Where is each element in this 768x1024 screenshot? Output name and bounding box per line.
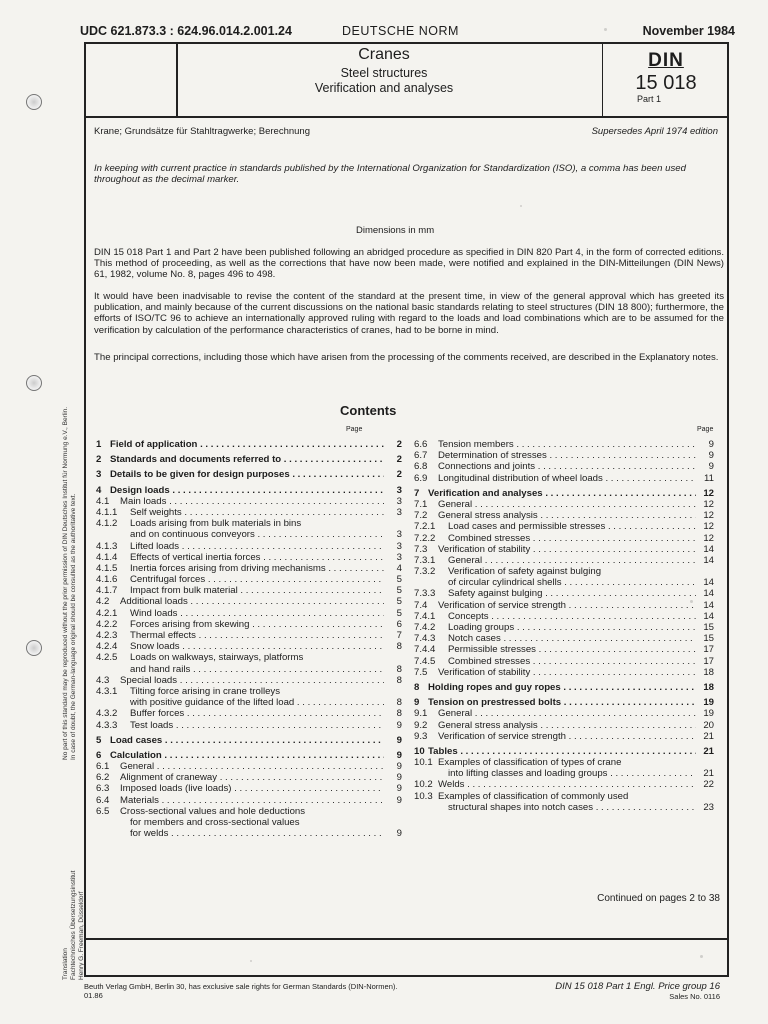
entry-page: 20 bbox=[703, 719, 714, 731]
entry-number: 9.3 bbox=[414, 730, 428, 742]
entry-number: 6 bbox=[96, 749, 102, 761]
entry-page: 23 bbox=[703, 801, 714, 813]
entry-number: 4.1.2 bbox=[96, 518, 118, 530]
entry-number: 7.3.1 bbox=[414, 554, 436, 566]
entry-page: 2 bbox=[396, 439, 402, 450]
contents-entry bbox=[414, 779, 714, 790]
contents-entry bbox=[96, 496, 402, 507]
entry-page: 9 bbox=[396, 828, 402, 840]
entry-page: 2 bbox=[396, 469, 402, 481]
entry-title: Thermal effects . . . bbox=[130, 630, 384, 641]
title-box bbox=[84, 42, 729, 118]
entry-page: 17 bbox=[703, 655, 714, 667]
contents-entry bbox=[414, 768, 714, 779]
entry-page: 3 bbox=[396, 506, 402, 518]
dimensions-note: Dimensions in mm bbox=[356, 225, 435, 236]
side-copyright-line-1: No part of this standard may be reproduced without the prior permission of DIN Deutsches Institut für Normung e.V., Berlin. bbox=[62, 406, 69, 760]
contents-entry bbox=[414, 461, 714, 472]
entry-title: Imposed loads (live loads) . . . bbox=[120, 783, 384, 794]
contents-entry bbox=[96, 563, 402, 574]
entry-title: Cross-sectional values and hole deductions bbox=[120, 805, 306, 817]
contents-entry bbox=[414, 720, 714, 731]
entry-page: 12 bbox=[703, 510, 714, 522]
entry-number: 1 bbox=[96, 439, 102, 450]
entry-number: 7.2.1 bbox=[414, 521, 436, 533]
entry-number: 4.1 bbox=[96, 495, 110, 507]
entry-number: 9.1 bbox=[414, 708, 428, 720]
entry-title: General stress analysis . . . bbox=[438, 510, 696, 521]
entry-number: 4.2 bbox=[96, 596, 110, 608]
entry-title: Impact from bulk material . . . bbox=[130, 585, 384, 596]
contents-entry bbox=[96, 585, 402, 596]
entry-number: 4.3 bbox=[96, 674, 110, 686]
entry-page: 8 bbox=[396, 697, 402, 709]
entry-page: 8 bbox=[396, 674, 402, 686]
entry-number: 6.9 bbox=[414, 472, 428, 484]
entry-title: Design loads . . . bbox=[110, 485, 384, 496]
entry-number: 7.3 bbox=[414, 543, 428, 555]
din-number-box bbox=[603, 42, 729, 116]
entry-number: 7.5 bbox=[414, 666, 428, 678]
contents-entry bbox=[96, 735, 402, 746]
entry-number: 7.1 bbox=[414, 498, 428, 510]
entry-title: Notch cases . . . bbox=[448, 633, 696, 644]
entry-title: Forces arising from skewing . . . bbox=[130, 619, 384, 630]
contents-entry bbox=[96, 469, 402, 480]
contents-entry bbox=[96, 608, 402, 619]
contents-entry bbox=[414, 588, 714, 599]
contents-entry bbox=[96, 675, 402, 686]
entry-title: structural shapes into notch cases . . . bbox=[448, 802, 696, 813]
continued-note: Continued on pages 2 to 38 bbox=[597, 893, 720, 904]
entry-number: 4.2.3 bbox=[96, 630, 118, 641]
contents-entry bbox=[414, 510, 714, 521]
entry-page: 9 bbox=[708, 439, 714, 450]
contents-entry bbox=[414, 802, 714, 813]
contents-entry bbox=[414, 566, 714, 577]
contents-entry bbox=[96, 596, 402, 607]
document-title: Cranes bbox=[358, 46, 410, 63]
entry-page: 21 bbox=[703, 730, 714, 742]
entry-title: Snow loads . . . bbox=[130, 641, 384, 652]
doc-reference: DIN 15 018 Part 1 Engl. Price group 16 bbox=[555, 981, 720, 992]
side-translation-line-1: Translation bbox=[62, 948, 69, 980]
intro-paragraph-2: It would have been inadvisable to revise the content of the standard at the present time, in view of the general approval which has greeted its publication, and mainly because of the current discussions on the national basic standards relating to steel structures (DIN 18 800); furthermore, the efforts of ISO/TC 96 to achieve an internationally approved ruling with regard to the loads and load combinations which are to be assumed for the verification by calculation of the performance characteristics of cranes, had to be borne in mind. bbox=[94, 291, 724, 336]
contents-entry bbox=[96, 439, 402, 450]
punch-hole-top bbox=[26, 94, 42, 110]
entry-title: Wind loads . . . bbox=[130, 608, 384, 619]
entry-title: Load cases . . . bbox=[110, 735, 384, 746]
side-copyright-line-2: In case of doubt, the German-language original should be consulted as the authoritative text. bbox=[70, 493, 77, 760]
contents-entry bbox=[96, 630, 402, 641]
contents-entry bbox=[96, 761, 402, 772]
entry-title: Loading groups . . . bbox=[448, 622, 696, 633]
contents-entry bbox=[96, 507, 402, 518]
entry-page: 12 bbox=[703, 532, 714, 544]
udc-code: UDC 621.873.3 : 624.96.014.2.001.24 bbox=[80, 24, 292, 38]
contents-entry bbox=[414, 644, 714, 655]
entry-number: 2 bbox=[96, 454, 102, 466]
entry-title: Verification of safety against bulging bbox=[448, 566, 602, 578]
entry-title: Details to be given for design purposes . . . bbox=[110, 469, 384, 480]
entry-number: 4.1.4 bbox=[96, 551, 118, 563]
contents-entry bbox=[96, 485, 402, 496]
contents-entry bbox=[414, 473, 714, 484]
entry-number: 8 bbox=[414, 681, 420, 693]
entry-title: Inertia forces arising from driving mechanisms . . . bbox=[130, 563, 384, 574]
entry-title: Holding ropes and guy ropes . . . bbox=[428, 682, 696, 693]
entry-number: 6.6 bbox=[414, 439, 428, 450]
contents-column-left bbox=[96, 439, 402, 839]
entry-title: Additional loads . . . bbox=[120, 596, 384, 607]
entry-title: Examples of classification of commonly used bbox=[438, 790, 629, 802]
entry-number: 4.3.2 bbox=[96, 708, 118, 720]
issue-date: November 1984 bbox=[642, 24, 735, 38]
contents-entry bbox=[414, 555, 714, 566]
entry-number: 7.3.2 bbox=[414, 566, 436, 578]
entry-page: 9 bbox=[396, 772, 402, 784]
contents-entry bbox=[96, 708, 402, 719]
entry-number: 6.7 bbox=[414, 450, 428, 462]
entry-page: 7 bbox=[396, 630, 402, 641]
contents-entry bbox=[96, 454, 402, 465]
bottom-rule bbox=[84, 938, 729, 940]
contents-entry bbox=[96, 574, 402, 585]
contents-entry bbox=[414, 577, 714, 588]
entry-number: 4.2.1 bbox=[96, 607, 118, 619]
entry-number: 4.1.7 bbox=[96, 585, 118, 597]
entry-page: 15 bbox=[703, 633, 714, 645]
entry-title: Tables . . . bbox=[428, 746, 696, 757]
entry-page: 4 bbox=[396, 562, 402, 574]
contents-entry bbox=[414, 791, 714, 802]
entry-title: Self weights . . . bbox=[130, 507, 384, 518]
entry-number: 7.2.2 bbox=[414, 532, 436, 544]
entry-title: Tilting force arising in crane trolleys bbox=[130, 685, 281, 697]
entry-title: Safety against bulging . . . bbox=[448, 588, 696, 599]
entry-title: of circular cylindrical shells . . . bbox=[448, 577, 696, 588]
entry-title: Special loads . . . bbox=[120, 675, 384, 686]
entry-page: 9 bbox=[396, 761, 402, 773]
contents-entry bbox=[96, 817, 402, 828]
footer-publisher bbox=[84, 982, 397, 1000]
entry-title: Materials . . . bbox=[120, 795, 384, 806]
title-divider-left bbox=[176, 42, 178, 116]
entry-title: into lifting classes and loading groups . . . bbox=[448, 768, 696, 779]
side-translation-line-2: Fachtechnisches Übersetzungsinstitut bbox=[70, 870, 77, 980]
entry-title: Combined stresses . . . bbox=[448, 656, 696, 667]
entry-page: 14 bbox=[703, 610, 714, 622]
entry-number: 7.4 bbox=[414, 599, 428, 611]
contents-entry bbox=[96, 664, 402, 675]
punch-hole-bottom bbox=[26, 640, 42, 656]
entry-page: 17 bbox=[703, 644, 714, 656]
entry-title: Verification of stability . . . bbox=[438, 544, 696, 555]
entry-number: 6.1 bbox=[96, 761, 110, 773]
contents-entry bbox=[96, 750, 402, 761]
entry-number: 4.1.3 bbox=[96, 540, 118, 552]
entry-number: 4.1.6 bbox=[96, 574, 118, 586]
entry-page: 9 bbox=[396, 783, 402, 795]
entry-number: 7.3.3 bbox=[414, 588, 436, 600]
contents-entry bbox=[414, 656, 714, 667]
contents-entry bbox=[414, 731, 714, 742]
page-column-label-left: Page bbox=[346, 426, 363, 433]
entry-title: General . . . bbox=[438, 708, 696, 719]
entry-page: 9 bbox=[708, 450, 714, 462]
contents-entry bbox=[414, 746, 714, 757]
entry-page: 14 bbox=[703, 588, 714, 600]
punch-hole-middle bbox=[26, 375, 42, 391]
entry-number: 4.3.1 bbox=[96, 685, 118, 697]
document-subtitle-1: Steel structures bbox=[340, 66, 428, 80]
entry-title: Longitudinal distribution of wheel loads . . . bbox=[438, 473, 696, 484]
entry-page: 18 bbox=[703, 666, 714, 678]
entry-page: 14 bbox=[703, 599, 714, 611]
entry-title: Permissible stresses . . . bbox=[448, 644, 696, 655]
entry-page: 12 bbox=[703, 521, 714, 533]
entry-page: 3 bbox=[396, 484, 402, 496]
entry-page: 9 bbox=[396, 749, 402, 761]
entry-number: 5 bbox=[96, 734, 102, 746]
side-copyright-note bbox=[62, 407, 78, 760]
entry-title: Field of application . . . bbox=[110, 439, 384, 450]
norm-label: DEUTSCHE NORM bbox=[342, 24, 459, 38]
contents-entry bbox=[96, 806, 402, 817]
entry-page: 5 bbox=[396, 596, 402, 608]
entry-page: 14 bbox=[703, 543, 714, 555]
document-subtitle-2: Verification and analyses bbox=[314, 81, 454, 95]
entry-page: 12 bbox=[703, 498, 714, 510]
entry-number: 4.2.5 bbox=[96, 652, 118, 664]
entry-number: 4.3.3 bbox=[96, 719, 118, 731]
contents-entry bbox=[414, 708, 714, 719]
title-block bbox=[179, 46, 589, 96]
contents-entry bbox=[414, 757, 714, 768]
contents-entry bbox=[414, 499, 714, 510]
entry-number: 7.4.2 bbox=[414, 622, 436, 633]
contents-entry bbox=[414, 611, 714, 622]
entry-title: Concepts . . . bbox=[448, 611, 696, 622]
entry-page: 18 bbox=[703, 681, 714, 693]
entry-title: Calculation . . . bbox=[110, 750, 384, 761]
entry-page: 9 bbox=[396, 734, 402, 746]
entry-page: 11 bbox=[704, 472, 714, 484]
entry-number: 4.2.2 bbox=[96, 618, 118, 630]
contents-entry bbox=[414, 450, 714, 461]
entry-page: 5 bbox=[396, 585, 402, 597]
entry-number: 7.4.3 bbox=[414, 633, 436, 645]
entry-page: 3 bbox=[396, 540, 402, 552]
contents-entry bbox=[96, 720, 402, 731]
entry-number: 7.2 bbox=[414, 510, 428, 522]
contents-entry bbox=[414, 544, 714, 555]
entry-page: 14 bbox=[703, 554, 714, 566]
contents-entry bbox=[96, 828, 402, 839]
contents-entry bbox=[414, 533, 714, 544]
entry-title: Verification of service strength . . . bbox=[438, 600, 696, 611]
entry-number: 6.5 bbox=[96, 805, 110, 817]
entry-title: Combined stresses . . . bbox=[448, 533, 696, 544]
entry-title: Standards and documents referred to . . . bbox=[110, 454, 384, 465]
entry-title: for welds . . . bbox=[130, 828, 384, 839]
contents-entry bbox=[414, 622, 714, 633]
entry-page: 15 bbox=[703, 622, 714, 633]
contents-entry bbox=[414, 682, 714, 693]
contents-heading: Contents bbox=[340, 403, 397, 418]
entry-number: 9.2 bbox=[414, 719, 428, 731]
entry-page: 3 bbox=[396, 495, 402, 507]
contents-entry bbox=[96, 686, 402, 697]
contents-entry bbox=[96, 772, 402, 783]
entry-title: Determination of stresses . . . bbox=[438, 450, 696, 461]
entry-page: 8 bbox=[396, 663, 402, 675]
entry-title: Welds . . . bbox=[438, 779, 696, 790]
side-translation-note bbox=[62, 871, 86, 980]
contents-entry bbox=[414, 667, 714, 678]
side-translation-line-3: Henry G. Freeman, Düsseldorf bbox=[78, 891, 85, 980]
entry-page: 21 bbox=[703, 745, 714, 757]
entry-title: Tension members . . . bbox=[438, 439, 696, 450]
publisher-note: Beuth Verlag GmbH, Berlin 30, has exclusive sale rights for German Standards (DIN-Normen). bbox=[84, 982, 398, 991]
entry-title: Centrifugal forces . . . bbox=[130, 574, 384, 585]
contents-entry bbox=[96, 641, 402, 652]
iso-note: In keeping with current practice in standards published by the International Organization for Standardization (ISO), a comma has been used throughout as the decimal marker. bbox=[94, 163, 686, 186]
contents-entry bbox=[96, 541, 402, 552]
entry-number: 9 bbox=[414, 697, 420, 709]
entry-page: 22 bbox=[703, 779, 714, 791]
entry-number: 7.4.4 bbox=[414, 644, 436, 656]
entry-page: 8 bbox=[396, 708, 402, 720]
contents-entry bbox=[96, 795, 402, 806]
contents-entry bbox=[414, 600, 714, 611]
contents-entry bbox=[414, 697, 714, 708]
entry-page: 14 bbox=[703, 577, 714, 589]
entry-title: with positive guidance of the lifted load . . . bbox=[130, 697, 384, 708]
contents-entry bbox=[96, 783, 402, 794]
contents-entry bbox=[414, 439, 714, 450]
entry-title: Effects of vertical inertia forces . . . bbox=[130, 552, 384, 563]
entry-title: Tension on prestressed bolts . . . bbox=[428, 697, 696, 708]
footer-reference bbox=[555, 982, 720, 1002]
entry-number: 7.4.5 bbox=[414, 655, 436, 667]
entry-title: Verification and analyses . . . bbox=[428, 488, 696, 499]
page-column-label-right: Page bbox=[697, 426, 714, 433]
contents-entry bbox=[96, 529, 402, 540]
entry-title: Verification of service strength . . . bbox=[438, 731, 696, 742]
entry-title: and hand rails . . . bbox=[130, 664, 384, 675]
entry-number: 10.1 bbox=[414, 757, 433, 769]
entry-page: 2 bbox=[396, 454, 402, 466]
supersedes-note: Supersedes April 1974 edition bbox=[591, 126, 718, 137]
contents-entry bbox=[414, 488, 714, 499]
document-header bbox=[80, 20, 735, 40]
contents-entry bbox=[96, 619, 402, 630]
entry-title: General stress analysis . . . bbox=[438, 720, 696, 731]
entry-page: 21 bbox=[703, 768, 714, 780]
entry-page: 9 bbox=[708, 461, 714, 473]
din-number: 15 018 bbox=[635, 72, 697, 94]
entry-page: 9 bbox=[396, 719, 402, 731]
entry-page: 5 bbox=[396, 607, 402, 619]
entry-number: 4.1.5 bbox=[96, 562, 118, 574]
entry-page: 9 bbox=[396, 794, 402, 806]
contents-entry bbox=[96, 552, 402, 563]
entry-title: Test loads . . . bbox=[130, 720, 384, 731]
entry-number: 6.2 bbox=[96, 772, 110, 784]
entry-number: 7.4.1 bbox=[414, 610, 436, 622]
entry-number: 4.1.1 bbox=[96, 506, 118, 518]
entry-title: Examples of classification of types of crane bbox=[438, 757, 622, 769]
entry-title: Load cases and permissible stresses . . . bbox=[448, 521, 696, 532]
entry-page: 3 bbox=[396, 529, 402, 541]
entry-number: 6.8 bbox=[414, 461, 428, 473]
entry-number: 10 bbox=[414, 745, 425, 757]
entry-page: 12 bbox=[703, 487, 714, 499]
entry-page: 5 bbox=[396, 574, 402, 586]
entry-title: Alignment of craneway . . . bbox=[120, 772, 384, 783]
intro-paragraph-1: DIN 15 018 Part 1 and Part 2 have been published following an abridged procedure as specified in DIN 820 Part 4, in the form of corrected editions. This method of proceeding, as well as the corrections that have now been made, were notified and explained in the DIN-Mitteilungen (DIN News) 61, 1982, volume No. 8, pages 496 to 498. bbox=[94, 247, 724, 281]
contents-entry bbox=[414, 521, 714, 532]
entry-page: 6 bbox=[396, 618, 402, 630]
entry-number: 3 bbox=[96, 469, 102, 481]
entry-number: 10.3 bbox=[414, 790, 433, 802]
contents-entry bbox=[96, 652, 402, 663]
contents-entry bbox=[96, 518, 402, 529]
entry-title: Loads on walkways, stairways, platforms bbox=[130, 652, 304, 664]
entry-number: 6.3 bbox=[96, 783, 110, 795]
sales-number: Sales No. 0116 bbox=[669, 992, 720, 1001]
contents-column-right bbox=[414, 439, 714, 813]
entry-title: and on continuous conveyors . . . bbox=[130, 529, 384, 540]
entry-title: General . . . bbox=[120, 761, 384, 772]
din-part: Part 1 bbox=[637, 94, 662, 104]
contents-entry bbox=[96, 697, 402, 708]
entry-title: Connections and joints . . . bbox=[438, 461, 696, 472]
entry-title: General . . . bbox=[448, 555, 696, 566]
entry-page: 3 bbox=[396, 551, 402, 563]
entry-number: 6.4 bbox=[96, 794, 110, 806]
contents-entry bbox=[414, 633, 714, 644]
entry-number: 10.2 bbox=[414, 779, 433, 791]
entry-title: Main loads . . . bbox=[120, 496, 384, 507]
entry-title: Loads arising from bulk materials in bins bbox=[130, 518, 302, 530]
entry-number: 4.2.4 bbox=[96, 641, 118, 653]
intro-paragraph-3: The principal corrections, including those which have arisen from the processing of the comments received, are described in the Explanatory notes. bbox=[94, 352, 719, 363]
entry-title: General . . . bbox=[438, 499, 696, 510]
entry-title: for members and cross-sectional values bbox=[130, 817, 300, 828]
entry-number: 4 bbox=[96, 484, 102, 496]
entry-number: 7 bbox=[414, 487, 420, 499]
entry-title: Verification of stability . . . bbox=[438, 667, 696, 678]
publisher-code: 01.86 bbox=[84, 991, 103, 1000]
german-title: Krane; Grundsätze für Stahltragwerke; Berechnung bbox=[94, 126, 310, 137]
entry-page: 19 bbox=[703, 697, 714, 709]
entry-title: Lifted loads . . . bbox=[130, 541, 384, 552]
entry-page: 19 bbox=[703, 708, 714, 720]
din-label: DIN bbox=[648, 50, 684, 71]
entry-page: 8 bbox=[396, 641, 402, 653]
entry-title: Buffer forces . . . bbox=[130, 708, 384, 719]
